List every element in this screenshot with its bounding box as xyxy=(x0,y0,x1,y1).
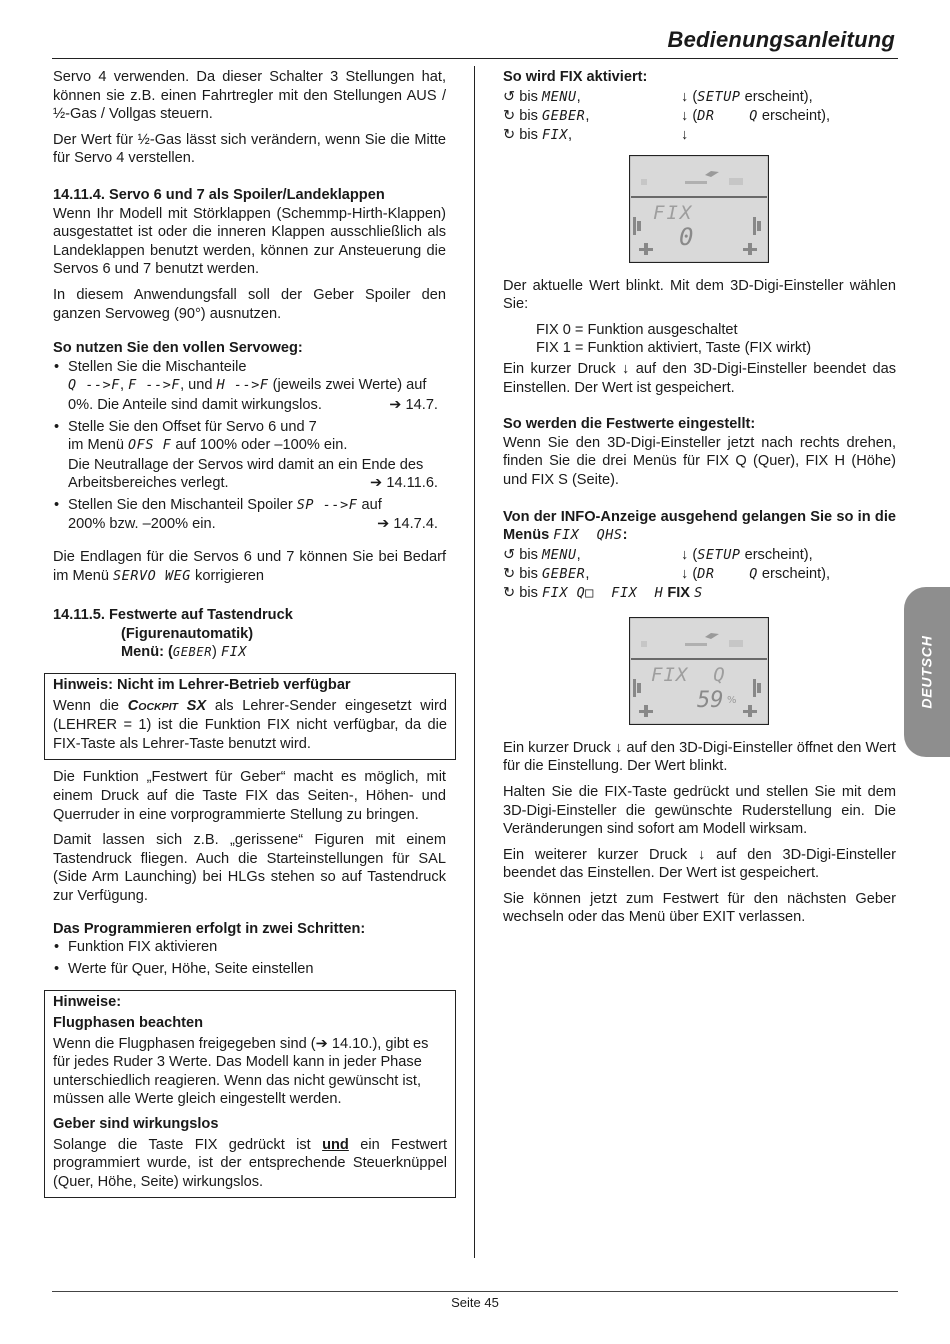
menu-path xyxy=(53,643,446,663)
paragraph: Servo 4 verwenden. Da dieser Schalter 3 Stellungen hat, können sie z.B. einen Fahrtregler mit den Stellungen AUS / ½-Gas / Vollgas steuern. xyxy=(53,69,446,123)
lcd-text: SP -->F xyxy=(296,497,358,513)
paragraph: Ein kurzer Druck ↓ auf den 3D-Digi-Einsteller beendet das Einstellen. Der Wert ist gespeichert. xyxy=(503,360,896,396)
rotate-cw-icon: ↻ xyxy=(503,107,516,124)
language-tab-label: DEUTSCH xyxy=(918,635,935,709)
nav-text: , xyxy=(585,565,590,582)
press-down-icon: ↓ xyxy=(681,565,689,582)
lcd-text: FIX Q□ FIX H xyxy=(542,585,664,601)
nav-text: , xyxy=(568,126,573,143)
nav-text: , xyxy=(576,546,581,563)
list-text: 0%. Die Anteile sind damit wirkungslos. xyxy=(68,396,322,413)
section-heading: So werden die Festwerte eingestellt: xyxy=(503,416,756,433)
note-emphasis: und xyxy=(322,1136,349,1153)
press-down-icon: ↓ xyxy=(681,546,689,563)
paragraph: Wenn Sie den 3D-Digi-Einsteller jetzt nach rechts drehen, finden Sie die drei Menüs für FIX Q (Quer), FIX H (Höhe) und FIX S (Seite). xyxy=(503,434,896,488)
nav-step xyxy=(503,88,896,107)
section-heading: So nutzen Sie den vollen Servoweg: xyxy=(53,340,303,357)
lcd-screen xyxy=(629,617,769,725)
page-number: Seite 45 xyxy=(451,1295,499,1310)
lcd-text: H -->F xyxy=(216,378,269,394)
lcd-text: DR Q xyxy=(697,108,758,124)
lcd-text: FIX xyxy=(542,127,568,143)
menu-label: Menü: ( xyxy=(121,644,173,661)
nav-text: bis xyxy=(515,126,542,143)
note-box-hints xyxy=(44,990,456,1198)
section-heading: Das Programmieren erfolgt in zwei Schritten: xyxy=(53,920,366,937)
list-text: Stellen Sie die Mischanteile xyxy=(68,358,247,375)
list-text: auf 100% oder –100% ein. xyxy=(171,437,348,454)
lcd-text: FIX QHS xyxy=(553,528,623,544)
nav-text: erscheint), xyxy=(757,565,831,582)
press-down-icon: ↓ xyxy=(681,88,689,105)
header-rule xyxy=(52,58,898,59)
list-item: • Werte für Quer, Höhe, Seite einstellen xyxy=(53,960,446,979)
cross-reference: ➔ 14.7.4. xyxy=(377,516,438,533)
list-text: im Menü xyxy=(68,437,129,454)
note-text-part: Solange die Taste FIX gedrückt ist xyxy=(53,1136,323,1153)
lcd-fix-q-value: 59 xyxy=(697,687,724,713)
cross-reference: ➔ 14.11.6. xyxy=(370,475,438,492)
lcd-screen xyxy=(629,155,769,263)
lcd-text: F -->F xyxy=(128,378,181,394)
nav-text: ( xyxy=(688,565,698,582)
nav-text: , xyxy=(585,107,590,124)
lcd-text: MENU xyxy=(542,547,577,563)
nav-text: bis xyxy=(515,584,542,601)
nav-text: bis xyxy=(515,88,542,105)
nav-step xyxy=(503,107,896,126)
rotate-cw-icon: ↻ xyxy=(503,565,516,582)
section-heading: 14.11.5. Festwerte auf Tastendruck xyxy=(53,607,293,624)
lcd-fix-label: FIX xyxy=(653,201,694,224)
note-text-part: Wenn die xyxy=(53,697,128,714)
lcd-fix-q-label: FIX Q xyxy=(651,663,726,686)
option-line: FIX 0 = Funktion ausgeschaltet xyxy=(536,321,738,338)
lcd-text: GEBER xyxy=(172,645,213,660)
list-text: Stellen Sie den Mischanteil Spoiler xyxy=(68,496,297,513)
list-text: Stelle Sie den Offset für Servo 6 und 7 xyxy=(68,418,317,435)
heading-text: : xyxy=(622,527,628,544)
nav-text: ( xyxy=(688,107,698,124)
paragraph: Die Funktion „Festwert für Geber“ macht es möglich, mit einem Druck auf die Taste FIX das Seiten-, Höhen- und Querruder in eine vorprogrammierte Stellung zu bringen. xyxy=(53,769,446,823)
lcd-display-fix xyxy=(629,155,769,263)
list-text: auf xyxy=(357,496,382,513)
note-text xyxy=(53,1136,447,1192)
nav-text: bis xyxy=(515,107,542,124)
section-heading: 14.11.4. Servo 6 und 7 als Spoiler/Landeklappen xyxy=(53,186,385,203)
note-box-teacher xyxy=(44,673,456,760)
lcd-text: SERVO WEG xyxy=(113,568,191,584)
nav-steps xyxy=(503,546,896,603)
lcd-text: GEBER xyxy=(542,566,586,582)
press-down-icon: ↓ xyxy=(681,126,689,143)
column-divider xyxy=(474,66,475,1258)
paragraph xyxy=(53,548,446,586)
nav-text: erscheint), xyxy=(740,88,813,105)
paragraph: Ein kurzer Druck ↓ auf den 3D-Digi-Einsteller öffnet den Wert für die Einstellung. Der Wert blinkt. xyxy=(503,739,896,775)
nav-text: FIX xyxy=(663,584,695,601)
nav-text: , xyxy=(576,88,581,105)
paragraph-text: korrigieren xyxy=(190,567,264,584)
page-header-title: Bedienungsanleitung xyxy=(667,27,895,52)
list-text: , xyxy=(119,377,129,394)
note-heading: Hinweis: Nicht im Lehrer-Betrieb verfügbar xyxy=(53,677,351,694)
lcd-text: SETUP xyxy=(697,89,741,105)
press-down-icon: ↓ xyxy=(681,107,689,124)
lcd-text: Q -->F xyxy=(68,378,120,394)
list-text: 200% bzw. –200% ein. xyxy=(68,516,216,533)
left-column xyxy=(53,68,446,1206)
nav-text: erscheint), xyxy=(757,107,831,124)
note-text: Wenn die Flugphasen freigegeben sind (➔ 14.10.), gibt es für jedes Ruder 3 Werte. Das Modell kann in jeder Phase unterschiedlich reagieren. Wenn das nicht gewünscht ist, müssen alle Werte gleich eingestellt werden. xyxy=(53,1035,429,1108)
section-heading: So wird FIX aktiviert: xyxy=(503,69,648,85)
lcd-text: GEBER xyxy=(542,108,586,124)
paragraph: In diesem Anwendungsfall soll der Geber Spoiler den ganzen Servoweg (90°) ausnutzen. xyxy=(53,286,446,322)
note-text-part: ein Festwert programmiert wurde, ist der entsprechende Steuerknüppel (Quer, Höhe, Seite) wirkungslos. xyxy=(53,1136,447,1190)
paragraph: Sie können jetzt zum Festwert für den nächsten Geber wechseln oder das Menü über EXIT verlassen. xyxy=(503,890,896,926)
paragraph: Ein weiterer kurzer Druck ↓ auf den 3D-Digi-Einsteller beendet das Einstellen. Der Wert ist gespeichert. xyxy=(503,846,896,882)
note-text-part: als Lehrer-Sender eingesetzt wird (LEHRER = 1) ist die Funktion FIX nicht verfügbar, da die FIX-Taste als Lehrer-Taste benutzt wird. xyxy=(53,697,447,752)
footer-rule xyxy=(52,1291,898,1292)
rotate-cw-icon: ↻ xyxy=(503,126,516,143)
nav-step xyxy=(503,584,896,603)
paragraph: Halten Sie die FIX-Taste gedrückt und stellen Sie mit dem 3D-Digi-Einsteller die gewünschte Ruderstellung ein. Die Veränderungen sind sofort am Modell wirksam. xyxy=(503,783,896,838)
rotate-ccw-icon: ↺ xyxy=(503,88,516,105)
paragraph: Der aktuelle Wert blinkt. Mit dem 3D-Digi-Einsteller wählen Sie: xyxy=(503,277,896,313)
lcd-text: DR Q xyxy=(697,566,758,582)
language-tab xyxy=(904,587,950,757)
note-text xyxy=(53,697,447,754)
list-item: • Funktion FIX aktivieren xyxy=(53,938,446,957)
option-line: FIX 1 = Funktion aktiviert, Taste (FIX wirkt) xyxy=(536,340,812,357)
list-item xyxy=(53,496,446,534)
note-heading: Geber sind wirkungslos xyxy=(53,1115,219,1132)
note-heading: Hinweise: xyxy=(53,994,122,1011)
section-heading: (Figurenautomatik) xyxy=(121,625,254,642)
lcd-text: MENU xyxy=(542,89,577,105)
lcd-text: OFS F xyxy=(128,438,172,454)
bullet-list xyxy=(53,358,446,534)
lcd-unit: % xyxy=(727,694,737,706)
paragraph: Der Wert für ½-Gas lässt sich verändern, wenn Sie die Mitte für Servo 4 verstellen. xyxy=(53,131,446,167)
paragraph-text: Die Endlagen für die Servos 6 und 7 können Sie bei Bedarf im Menü xyxy=(53,549,446,584)
lcd-text: S xyxy=(694,585,703,601)
paragraph: Wenn Ihr Modell mit Störklappen (Schemmp-Hirth-Klappen) ausgestattet ist oder die inneren Klappen ausschließlich als Landeklappen benutzt werden, können zur Ansteuerung die Servos 6 und 7 benutzt werden. xyxy=(53,205,446,278)
nav-step xyxy=(503,546,896,565)
cross-reference: ➔ 14.7. xyxy=(389,396,438,413)
rotate-cw-icon: ↻ xyxy=(503,584,516,601)
list-item xyxy=(53,358,446,415)
nav-text: bis xyxy=(515,546,542,563)
nav-steps xyxy=(503,88,896,145)
nav-text: ( xyxy=(688,546,698,563)
lcd-text: SETUP xyxy=(697,547,741,563)
paragraph: Damit lassen sich z.B. „gerissene“ Figuren mit einem Tastendruck fliegen. Auch die Starteinstellungen für SAL (Side Arm Launching) bei HLGs stehen so auf Tastendruck zur Verfügung. xyxy=(53,832,446,904)
lcd-fix-value: 0 xyxy=(679,222,694,251)
lcd-text: FIX xyxy=(220,645,247,661)
rotate-ccw-icon: ↺ xyxy=(503,546,516,563)
lcd-display-fix-q xyxy=(629,617,769,725)
nav-step xyxy=(503,126,896,145)
brand-name: COCKPIT SX xyxy=(127,697,207,714)
nav-text: ( xyxy=(688,88,698,105)
heading-text: Von der INFO-Anzeige ausgehend gelangen Sie so in die Menüs xyxy=(503,508,896,544)
nav-text: bis xyxy=(515,565,542,582)
right-column xyxy=(503,68,896,934)
nav-step xyxy=(503,565,896,584)
list-item xyxy=(53,418,446,493)
note-heading: Flugphasen beachten xyxy=(53,1014,204,1031)
list-text: , und xyxy=(180,377,217,394)
list-text: Die Neutrallage der Servos wird damit an ein Ende des Arbeitsbereiches verlegt. xyxy=(68,456,424,492)
menu-label: ) xyxy=(212,644,221,661)
bullet-list xyxy=(53,938,446,978)
nav-text: erscheint), xyxy=(740,546,813,563)
section-heading xyxy=(503,508,896,546)
list-text: (jeweils zwei Werte) auf xyxy=(268,377,427,394)
